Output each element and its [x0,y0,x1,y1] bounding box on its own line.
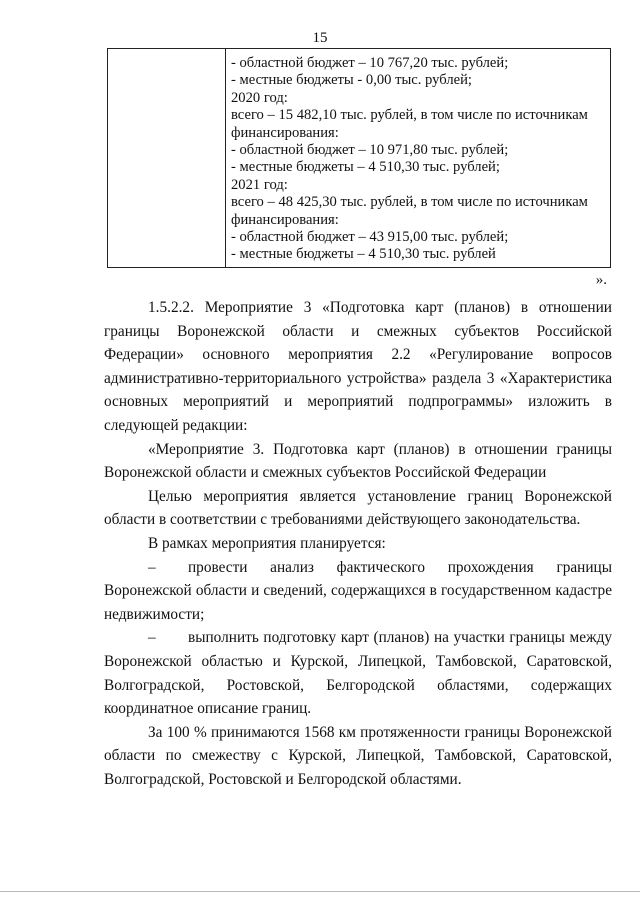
table-left-cell [108,49,226,267]
bottom-rule [0,891,640,892]
table-line: - областной бюджет – 10 971,80 тыс. рублей; [231,142,509,159]
closing-quote: ». [595,272,607,288]
dash-marker: – [148,558,156,576]
list-item-text: выполнить подготовку карт (планов) на участки границы между Воронежской областью и Курской, Липецкой, Тамбовской, Саратовской, Волгоградской, Ростовской, Белгородской областями, содержащих координатное описание границ. [104,629,612,718]
table-line: - местные бюджеты - 0,00 тыс. рублей; [231,72,472,89]
list-item-maps [104,626,612,720]
body-text [104,296,612,791]
table-line: финансирования: [231,124,339,141]
table-line: - областной бюджет – 43 915,00 тыс. рублей; [231,229,509,246]
table-right-cell [226,49,610,267]
list-item-text: провести анализ фактического прохождения границы Воронежской области и сведений, содержащихся в государственном кадастре недвижимости; [104,558,612,623]
table-line: - областной бюджет – 10 767,20 тыс. рублей; [231,55,509,71]
paragraph-border-length: За 100 % принимаются 1568 км протяженности границы Воронежской области по смежеству с Курской, Липецкой, Тамбовской, Саратовской, Волгоградской, Ростовской и Белгородской областями. [104,723,612,788]
paragraph-planned: В рамках мероприятия планируется: [148,534,386,552]
table-line: - местные бюджеты – 4 510,30 тыс. рублей [231,246,496,263]
budget-table [107,48,611,268]
table-line: 2020 год: [231,89,288,106]
paragraph-goal: Целью мероприятия является установление границ Воронежской области в соответствии с требованиями действующего законодательства. [104,487,612,529]
table-line: всего – 48 425,30 тыс. рублей, в том числе по источникам [231,194,588,211]
table-line: - местные бюджеты – 4 510,30 тыс. рублей; [231,159,500,176]
paragraph-measure-title: «Мероприятие 3. Подготовка карт (планов) в отношении границы Воронежской области и смежных субъектов Российской Федерации [104,440,612,482]
dash-marker: – [148,629,156,647]
table-line: 2021 год: [231,176,288,193]
page-number: 15 [312,30,328,46]
list-item-analysis [104,556,612,627]
table-line: финансирования: [231,211,339,228]
paragraph-amendment: 1.5.2.2. Мероприятие 3 «Подготовка карт (планов) в отношении границы Воронежской области и смежных субъектов Российской Федерации» основного мероприятия 2.2 «Регулирование вопросов административно-территориального устройства» раздела 3 «Характеристика основных мероприятий и мероприятий подпрограммы» изложить в следующей редакции: [104,299,612,434]
table-line: всего – 15 482,10 тыс. рублей, в том числе по источникам [231,107,588,124]
